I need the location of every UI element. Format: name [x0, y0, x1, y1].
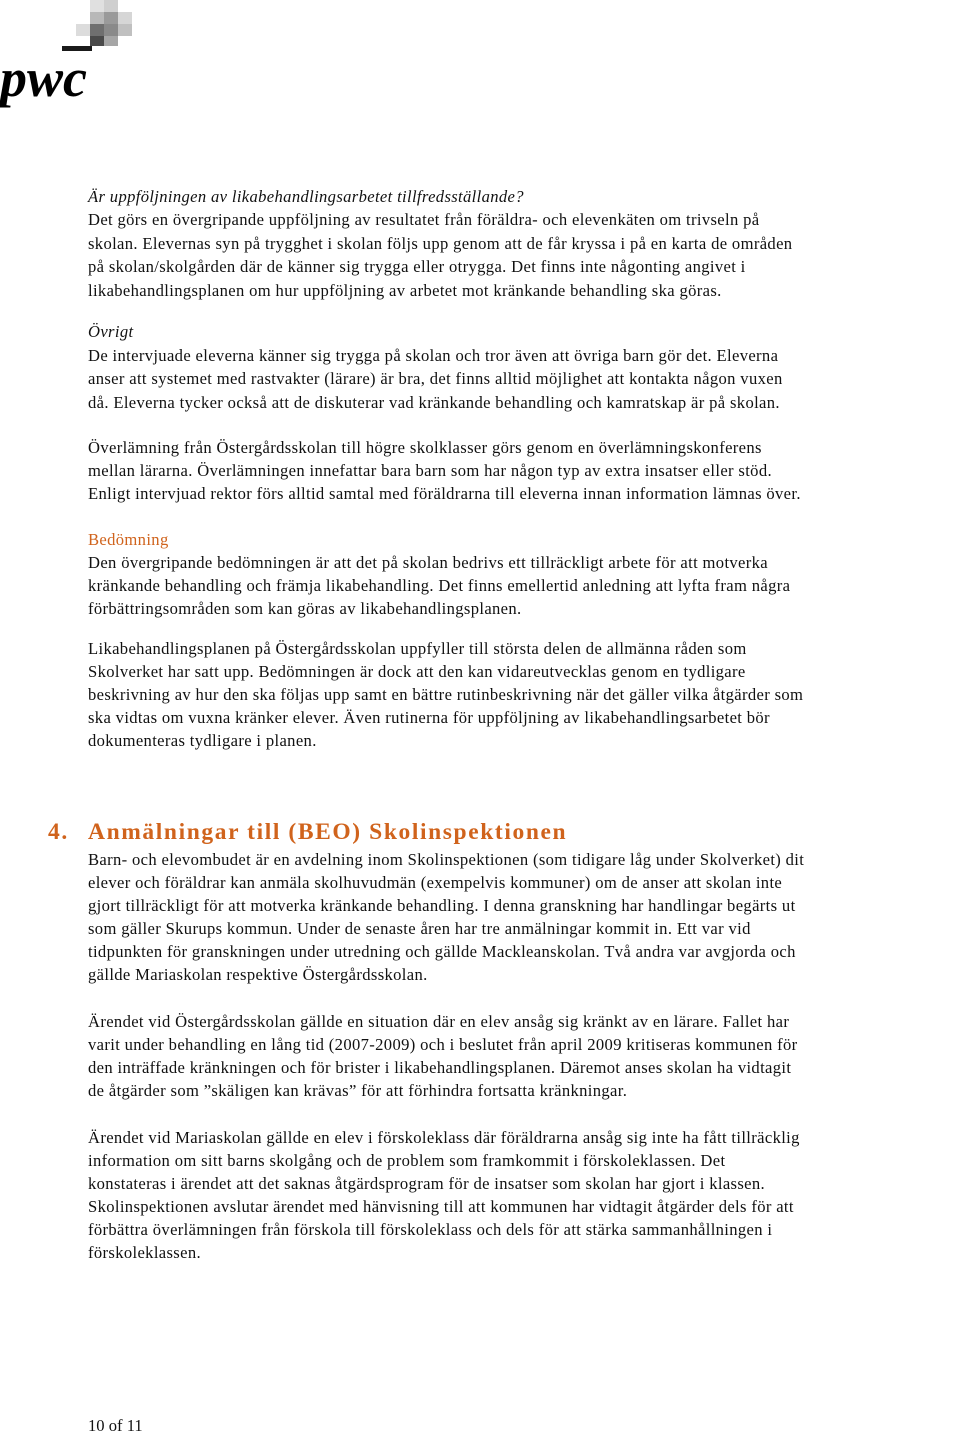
paragraph-line: dokumenteras tydligare i planen.: [88, 731, 317, 750]
paragraph-line: elever och föräldrar kan anmäla skolhuvudmän (exempelvis kommuner) om de anser att skolan inte: [88, 873, 783, 892]
ovrigt-heading: Övrigt: [88, 322, 134, 341]
paragraph-line: ska vidtas om vuxna kränker elever. Även rutinerna för uppföljning av likabehandlingsarbetet bör: [88, 708, 770, 727]
paragraph-line: förbättringsområden som kan göras av likabehandlingsplanen.: [88, 599, 522, 618]
paragraph-line: som gäller Skurups kommun. Under de senaste åren har tre anmälningar kommit in. Ett var vid: [88, 919, 751, 938]
logo-wordmark: pwc: [0, 48, 87, 108]
chapter-number: 4.: [48, 819, 69, 845]
paragraph-line: De intervjuade eleverna känner sig trygga på skolan och tror även att övriga barn gör det. Eleverna: [88, 346, 779, 365]
paragraph-line: då. Eleverna tycker också att de diskuterar vad kränkande behandling och kamratskap är på skolan.: [88, 393, 780, 412]
paragraph-line: Enligt intervjuad rektor förs alltid samtal med föräldrarna till eleverna innan information lämnas över.: [88, 484, 801, 503]
paragraph-line: på skolan/skolgården där de känner sig trygga eller otrygga. Det finns inte någonting angivet i: [88, 257, 746, 276]
chapter-heading: [48, 817, 567, 847]
paragraph-line: beskrivning av hur den ska följas upp samt en bättre rutinbeskrivning när det gäller vilka åtgärder som: [88, 685, 804, 704]
question-heading: Är uppföljningen av likabehandlingsarbetet tillfredsställande?: [88, 187, 524, 206]
paragraph-line: Barn- och elevombudet är en avdelning inom Skolinspektionen (som tidigare låg under Skolverket) dit: [88, 850, 805, 869]
paragraph-line: den inträffade kränkningen och för brister i likabehandlingsplanen. Däremot anses skolan ha vidtagit: [88, 1058, 792, 1077]
paragraph-line: varit under behandling en lång tid (2007-2009) och i beslutet från april 2009 kritiseras kommunen för: [88, 1035, 798, 1054]
paragraph-line: Ärendet vid Mariaskolan gällde en elev i förskoleklass där föräldrarna ansåg sig inte ha fått tillräcklig: [88, 1128, 800, 1147]
paragraph-line: anser att systemet med rastvakter (lärare) är bra, det finns alltid möjlighet att kontakta någon vuxen: [88, 369, 783, 388]
paragraph-line: mellan lärarna. Överlämningen innefattar bara barn som har någon typ av extra insatser eller stöd.: [88, 461, 772, 480]
paragraph-line: konstateras i ärendet att det saknas åtgärdsprogram för de insatser som skolan har gjort i klassen.: [88, 1174, 766, 1193]
paragraph-line: kränkande behandling och främja likabehandling. Det finns emellertid anledning att lyfta fram några: [88, 576, 791, 595]
paragraph-line: förskoleklassen.: [88, 1243, 201, 1262]
bedomning-heading: Bedömning: [88, 530, 169, 549]
paragraph-line: Ärendet vid Östergårdsskolan gällde en situation där en elev ansåg sig kränkt av en lärare. Fallet har: [88, 1012, 790, 1031]
paragraph-line: Skolinspektionen avslutar ärendet med hänvisning till att kommunen har vidtagit åtgärder dels för att: [88, 1197, 794, 1216]
paragraph-line: Det görs en övergripande uppföljning av resultatet från föräldra- och elevenkäten om trivseln på: [88, 210, 760, 229]
page-number: 10 of 11: [88, 1416, 143, 1435]
paragraph-line: likabehandlingsplanen om hur uppföljning av arbetet mot kränkande behandling ska göras.: [88, 281, 722, 300]
paragraph-line: Skolverket har satt upp. Bedömningen är dock att den kan vidareutvecklas genom en tydligare: [88, 662, 746, 681]
paragraph-line: Överlämning från Östergårdsskolan till högre skolklasser görs genom en överlämningskonferens: [88, 438, 762, 457]
pwc-logo: [0, 0, 140, 115]
logo-mosaic: [62, 0, 132, 51]
paragraph-line: skolan. Elevernas syn på trygghet i skolan följs upp genom att de får kryssa i på en karta de områden: [88, 234, 793, 253]
paragraph-line: gjort tillräckligt för att motverka kränkande behandling. I denna granskning har handlingar begärts ut: [88, 896, 796, 915]
paragraph-line: information om sitt barns skolgång och de problem som framkommit i förskoleklassen. Det: [88, 1151, 726, 1170]
paragraph-line: Den övergripande bedömningen är att det på skolan bedrivs ett tillräckligt arbete för att motverka: [88, 553, 769, 572]
chapter-title: Anmälningar till (BEO) Skolinspektionen: [88, 819, 568, 845]
paragraph-line: tidpunkten för granskningen under utredning och gällde Mackleanskolan. Två andra var avgjorda och: [88, 942, 796, 961]
paragraph-line: gällde Mariaskolan respektive Östergårdsskolan.: [88, 965, 428, 984]
paragraph-line: Likabehandlingsplanen på Östergårdsskolan uppfyller till största delen de allmänna råden som: [88, 639, 747, 658]
paragraph-line: de åtgärder som ”skäligen kan krävas” för att förhindra fortsatta kränkningar.: [88, 1081, 628, 1100]
paragraph-line: förbättra överlämningen från förskola till förskoleklass och dels för att stärka sammanhållningen i: [88, 1220, 773, 1239]
